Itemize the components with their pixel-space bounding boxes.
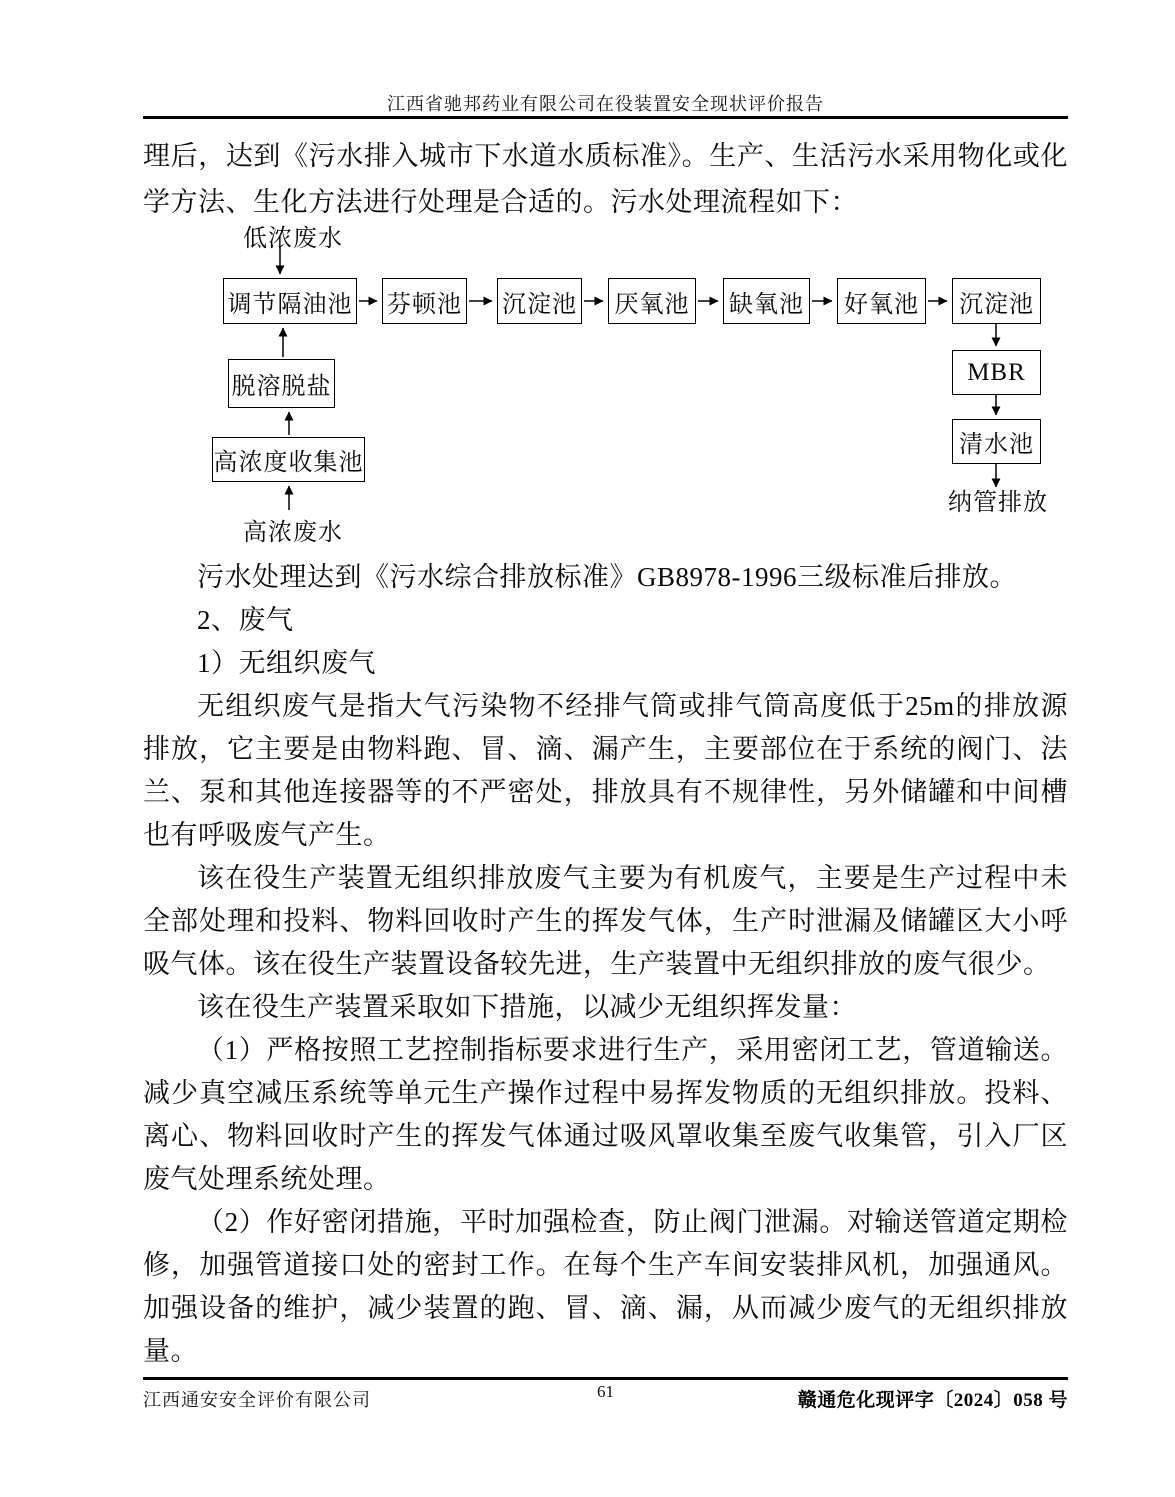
flow-box-aerobic-tank: 好氧池 <box>837 278 926 324</box>
paragraph: 该在役生产装置采取如下措施，以减少无组织挥发量： <box>197 992 857 1022</box>
paragraph-measure-1: （1）严格按照工艺控制指标要求进行生产，采用密闭工艺，管道输送。减少真空减压系统等单元生产操作过程中易挥发物质的无组织排放。投料、离心、物料回收时产生的挥发气体通过吸风罩收集至废气收集管，引入厂区废气处理系统处理。 <box>143 1035 1068 1194</box>
footer-company: 江西通安安全评价有限公司 <box>143 1390 371 1410</box>
label-high-conc-wastewater: 高浓废水 <box>243 520 343 546</box>
label-low-conc-wastewater: 低浓废水 <box>243 226 343 252</box>
paragraph-measure-2: （2）作好密闭措施，平时加强检查，防止阀门泄漏。对输送管道定期检修，加强管道接口处的密封工作。在每个生产车间安装排风机，加强通风。加强设备的维护，减少装置的跑、冒、滴、漏，从而减少废气的无组织排放量。 <box>143 1207 1068 1366</box>
footer-doc-number: 赣通危化现评字〔2024〕058 号 <box>797 1390 1068 1411</box>
header-rule <box>143 116 1068 119</box>
flow-box-desolvation-desalination: 脱溶脱盐 <box>228 359 335 408</box>
paragraph: 理后，达到《污水排入城市下水道水质标准》。生产、生活污水采用物化或化学方法、生化方法进行处理是合适的。污水处理流程如下： <box>143 141 1068 217</box>
flow-box-fenton-tank: 芬顿池 <box>382 278 467 324</box>
flow-box-high-conc-collection-tank: 高浓度收集池 <box>212 437 365 482</box>
paragraph: 污水处理达到《污水综合排放标准》GB8978-1996三级标准后排放。 <box>197 562 1017 592</box>
flow-box-clean-water-tank: 清水池 <box>952 419 1041 464</box>
footer-rule <box>143 1377 1068 1380</box>
subsection-heading-fugitive-gas: 1）无组织废气 <box>197 648 376 678</box>
flow-box-anaerobic-tank: 厌氧池 <box>608 278 696 324</box>
body-paragraphs <box>143 556 1068 1373</box>
section-heading-waste-gas: 2、废气 <box>197 605 294 635</box>
page-number: 61 <box>597 1382 614 1401</box>
label-pipe-discharge: 纳管排放 <box>948 490 1048 516</box>
header-title: 江西省驰邦药业有限公司在役装置安全现状评价报告 <box>387 94 824 114</box>
flow-box-sedimentation-tank-1: 沉淀池 <box>497 278 582 324</box>
flow-box-mbr: MBR <box>952 350 1041 395</box>
flow-box-anoxic-tank: 缺氧池 <box>723 278 810 324</box>
flow-box-regulating-oil-separation-tank: 调节隔油池 <box>223 278 357 324</box>
paragraph: 无组织废气是指大气污染物不经排气筒或排气筒高度低于25m的排放源排放，它主要是由物料跑、冒、滴、漏产生，主要部位在于系统的阀门、法兰、泵和其他连接器等的不严密处，排放具有不规律性，另外储罐和中间槽也有呼吸废气产生。 <box>143 691 1068 850</box>
paragraph: 该在役生产装置无组织排放废气主要为有机废气，主要是生产过程中未全部处理和投料、物料回收时产生的挥发气体，生产时泄漏及储罐区大小呼吸气体。该在役生产装置设备较先进，生产装置中无组织排放的废气很少。 <box>143 863 1068 979</box>
wastewater-flowchart <box>143 210 1093 555</box>
flow-box-sedimentation-tank-2: 沉淀池 <box>952 278 1041 324</box>
